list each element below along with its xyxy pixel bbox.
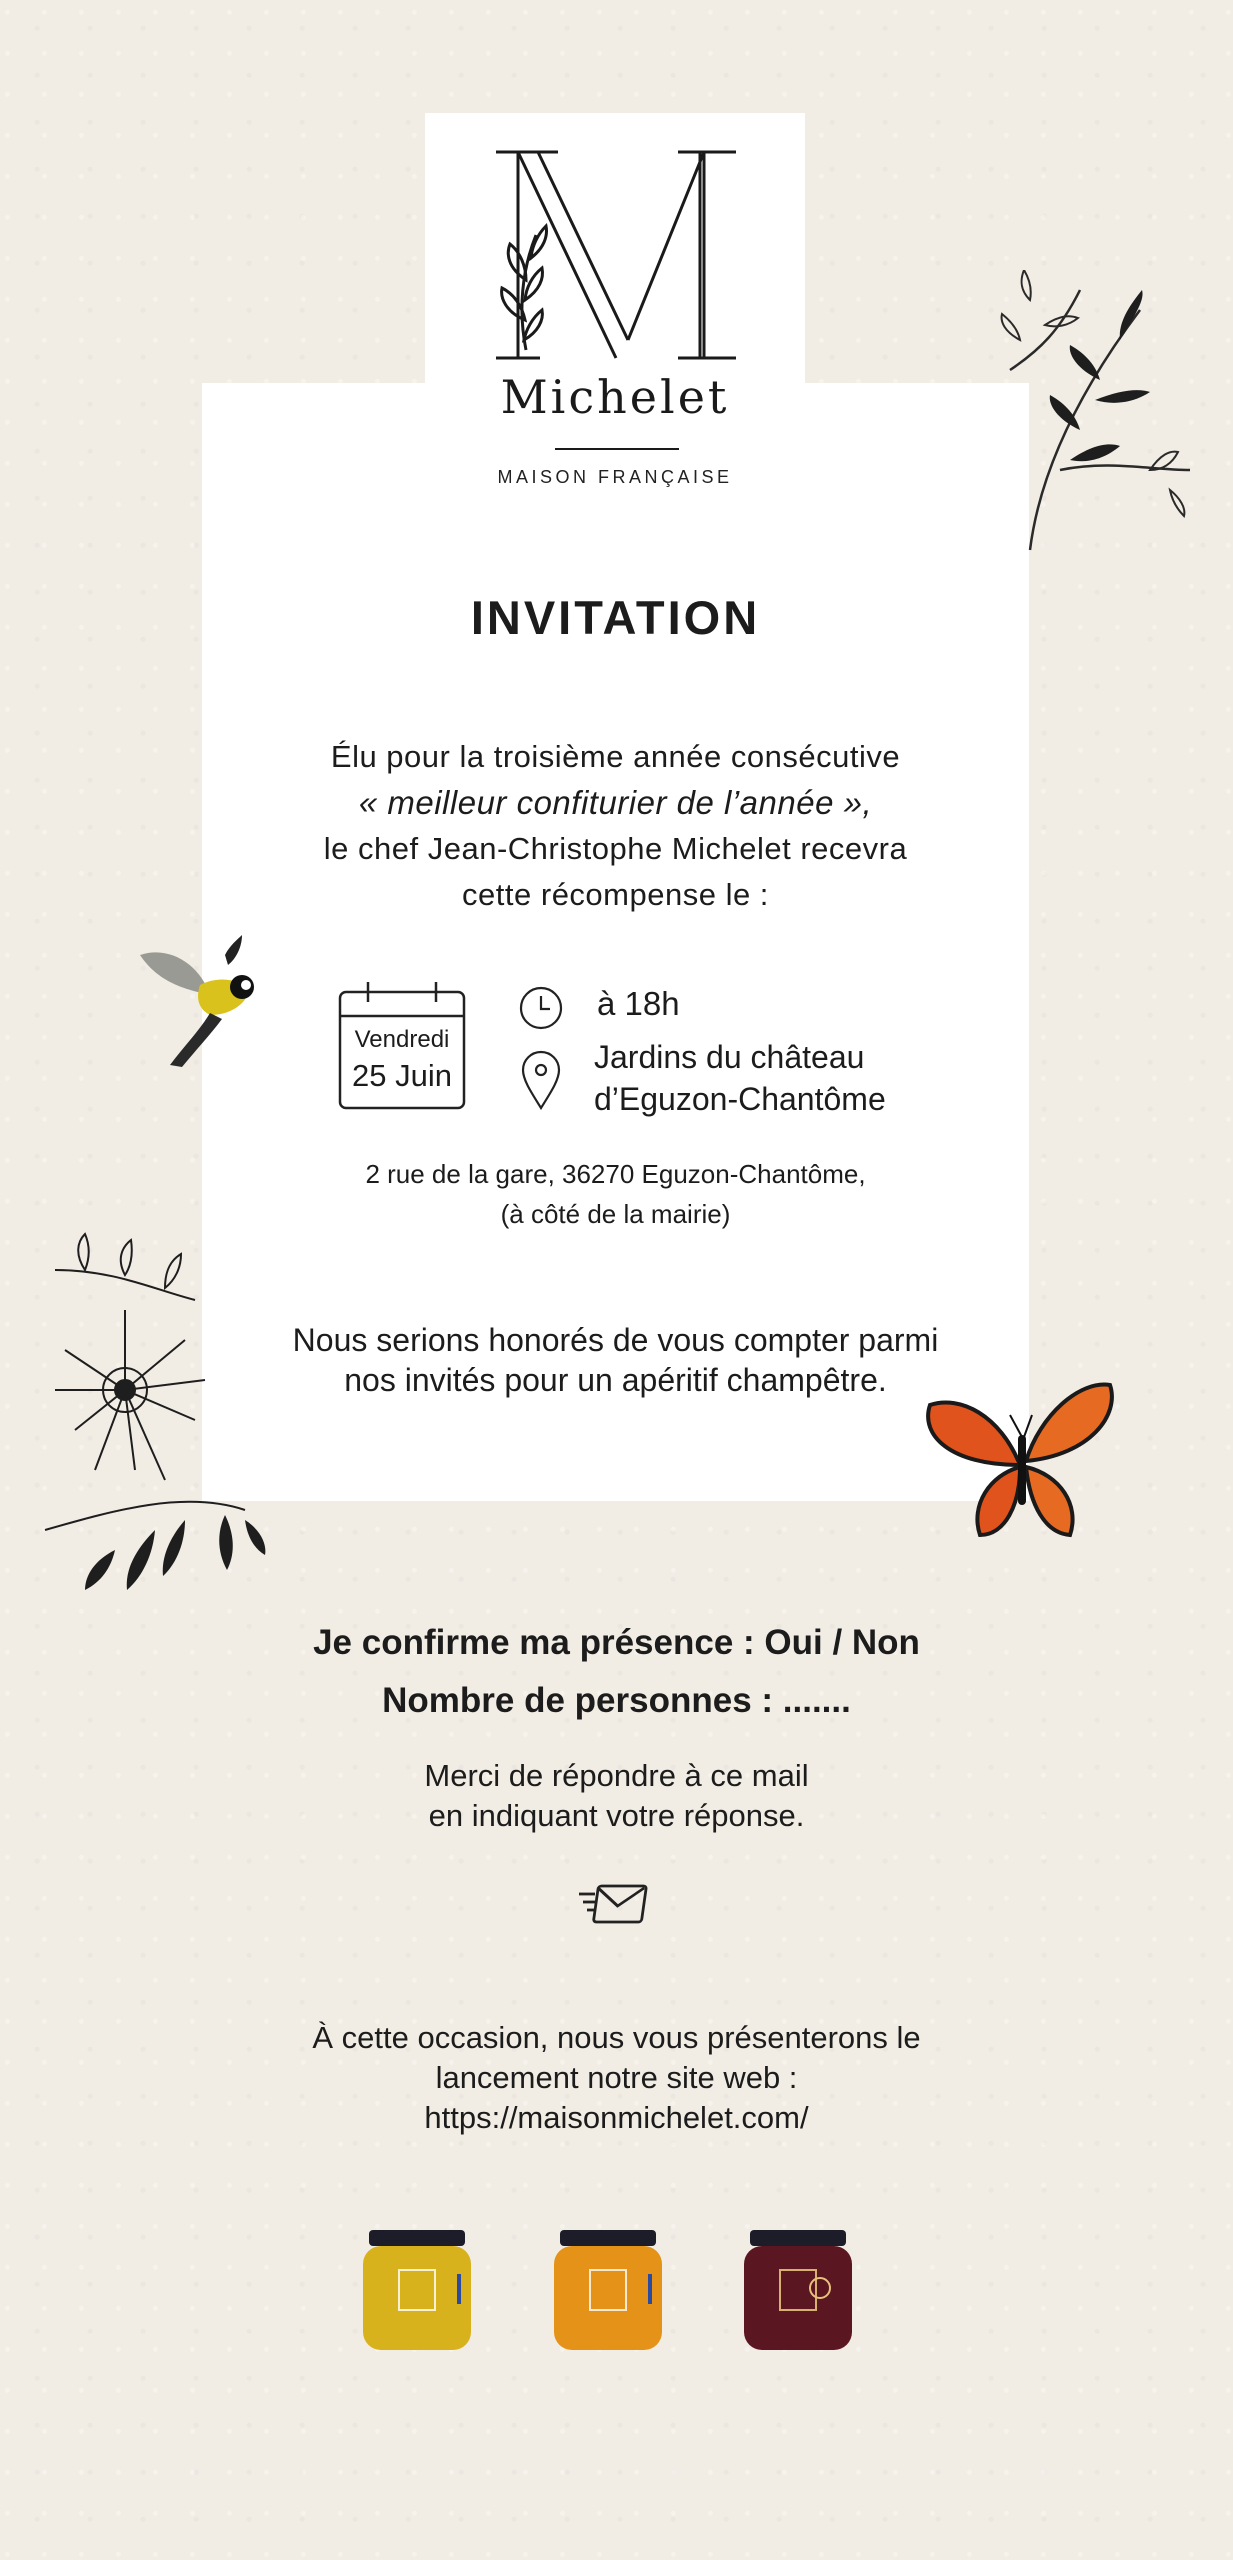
brand-name: Michelet xyxy=(500,370,730,424)
intro-award: « meilleur confiturier de l’année », xyxy=(358,784,873,821)
website-link[interactable]: https://maisonmichelet.com/ xyxy=(424,2100,809,2135)
address-line: (à côté de la mairie) xyxy=(500,1199,731,1229)
intro-line: cette récompense le : xyxy=(462,877,769,912)
intro-line: le chef Jean-Christophe Michelet recevra xyxy=(323,831,908,866)
honor-line: nos invités pour un apéritif champêtre. xyxy=(344,1362,887,1398)
reply-instructions xyxy=(0,1756,1233,1836)
honor-message xyxy=(202,1320,1029,1400)
event-address xyxy=(202,1154,1029,1234)
location-pin-icon xyxy=(521,1050,561,1110)
rsvp-count: Nombre de personnes : ....... xyxy=(382,1681,851,1720)
monogram-m-logo xyxy=(478,140,754,390)
event-day: Vendredi xyxy=(354,1026,450,1053)
event-date: 25 Juin xyxy=(352,1058,452,1093)
rsvp-block xyxy=(0,1614,1233,1730)
jar-yellow-icon xyxy=(359,2230,475,2354)
website-launch xyxy=(0,2018,1233,2138)
invitation-title: INVITATION xyxy=(470,591,761,644)
brand-divider xyxy=(555,448,679,450)
honor-line: Nous serions honorés de vous compter parmi xyxy=(292,1322,939,1358)
address-line: 2 rue de la gare, 36270 Eguzon-Chantôme, xyxy=(365,1159,866,1189)
event-time: à 18h xyxy=(597,985,680,1022)
place-line: d’Eguzon-Chantôme xyxy=(594,1081,886,1117)
rsvp-confirm: Je confirme ma présence : Oui / Non xyxy=(313,1623,920,1662)
place-line: Jardins du château xyxy=(594,1039,865,1075)
reply-line: en indiquant votre réponse. xyxy=(428,1798,805,1833)
jar-red-icon xyxy=(740,2230,856,2354)
jar-orange-icon xyxy=(550,2230,666,2354)
event-place xyxy=(594,1036,886,1120)
send-mail-icon[interactable] xyxy=(577,1882,651,1928)
launch-line: lancement notre site web : xyxy=(435,2060,798,2095)
launch-line: À cette occasion, nous vous présenterons le xyxy=(312,2020,921,2055)
intro-line: Élu pour la troisième année consécutive xyxy=(330,739,901,774)
reply-line: Merci de répondre à ce mail xyxy=(424,1758,809,1793)
clock-icon xyxy=(519,986,563,1030)
brand-tagline: MAISON FRANÇAISE xyxy=(497,467,733,487)
invitation-intro xyxy=(202,734,1029,918)
